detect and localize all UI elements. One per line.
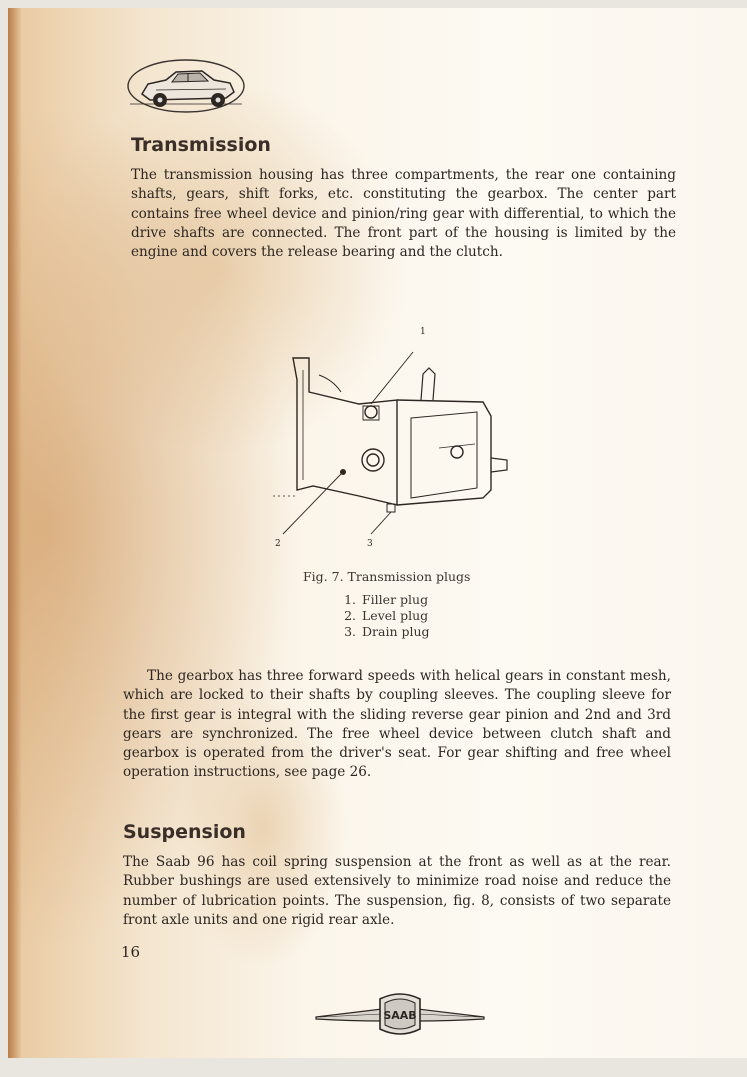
section-title-suspension: Suspension [123,821,246,843]
figure-caption: Fig. 7. Transmission plugs [303,569,471,584]
saab-badge-icon [310,983,490,1043]
legend-item: 2. Level plug [344,608,429,623]
transmission-paragraph: The transmission housing has three compartments, the rear one containing shafts, gears, shift forks, etc. constituting the gearbox. The center part contains free wheel device and pinion/ring gear with differential, to which the drive shafts are connected. The front part of the housing is limited by the engine and covers the release bearing and the clutch. [131,167,676,261]
section-title-transmission: Transmission [131,134,271,156]
callout-2: 2 [275,539,281,549]
manual-page [8,8,747,1058]
gearbox-paragraph: The gearbox has three forward speeds with helical gears in constant mesh, which are locked to their shafts by coupling sleeves. The coupling sleeve for the first gear is integral with the sliding reverse gear pinion and 2nd and 3rd gears are synchronized. The free wheel device between clutch shaft and gearbox is operated from the driver's seat. For gear shifting and free wheel operation instructions, see page 26. [123,668,671,781]
legend-item: 3. Drain plug [344,624,430,639]
badge-text: SAAB [383,1009,417,1022]
page-spine-shadow [8,8,22,1058]
legend-item: 1. Filler plug [344,592,429,607]
page-number: 16 [121,943,141,961]
car-illustration-icon [126,52,246,118]
callout-1: 1 [420,327,426,337]
callout-3: 3 [367,539,373,549]
suspension-paragraph: The Saab 96 has coil spring suspension at the front as well as at the rear. Rubber bushings are used extensively to minimize road noise and reduce the number of lubrication points. The suspension, fig. 8, consists of two separate front axle units and one rigid rear axle. [123,854,671,928]
figure-legend [340,592,430,640]
transmission-plugs-figure [263,320,523,550]
